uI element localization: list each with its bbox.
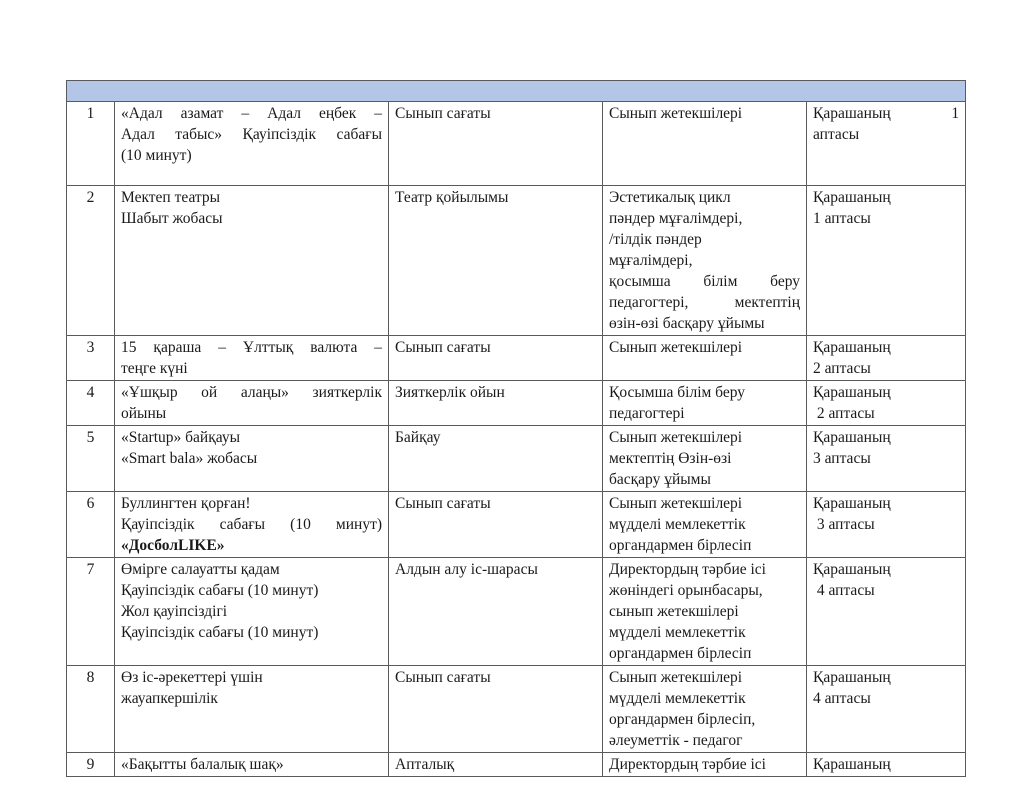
date-cell — [807, 753, 966, 777]
date-word: Қарашаның — [813, 105, 891, 122]
date-line: Қарашаның — [813, 561, 891, 578]
form-line: Алдын алу іс-шарасы — [395, 561, 538, 578]
responsible-cell — [603, 753, 807, 777]
date-cell — [807, 666, 966, 753]
event-line: жауапкершілік — [121, 690, 218, 707]
form-line: Байқау — [395, 429, 441, 446]
responsible-line: органдармен бірлесіп, — [609, 711, 756, 728]
row-number: 8 — [67, 666, 115, 753]
event-line: Буллингтен қорған! — [121, 495, 251, 512]
form-line: Сынып сағаты — [395, 105, 491, 122]
event-line: Адал табыс» Қауіпсіздік сабағы — [121, 126, 382, 143]
date-cell — [807, 492, 966, 558]
responsible-line: өзін-өзі басқару ұйымы — [609, 315, 765, 332]
responsible-line: қосымша білім беру — [609, 273, 800, 290]
event-line: «Smart bala» жобасы — [121, 450, 258, 467]
responsible-line: әлеуметтік - педагог — [609, 732, 743, 749]
form-cell — [389, 381, 603, 426]
table-row — [67, 426, 966, 492]
event-line: Қауіпсіздік сабағы (10 минут) — [121, 582, 319, 599]
date-cell — [807, 186, 966, 336]
table-row — [67, 558, 966, 666]
responsible-cell — [603, 426, 807, 492]
responsible-line: Сынып жетекшілері — [609, 429, 743, 446]
event-line: «Бақытты балалық шақ» — [121, 756, 284, 773]
event-line: ойыны — [121, 405, 167, 422]
responsible-line: органдармен бірлесіп — [609, 537, 752, 554]
date-line: 2 аптасы — [813, 360, 871, 377]
event-cell — [115, 186, 389, 336]
row-number: 5 — [67, 426, 115, 492]
row-number: 2 — [67, 186, 115, 336]
form-line: Сынып сағаты — [395, 669, 491, 686]
responsible-line: Сынып жетекшілері — [609, 105, 743, 122]
responsible-line: Сынып жетекшілері — [609, 339, 743, 356]
responsible-line: пәндер мұғалімдері, — [609, 210, 743, 227]
event-line: «Адал азамат – Адал еңбек – — [121, 105, 382, 122]
row-number: 4 — [67, 381, 115, 426]
event-cell — [115, 426, 389, 492]
date-line: 4 аптасы — [813, 582, 875, 599]
event-line: Жол қауіпсіздігі — [121, 603, 228, 620]
responsible-cell — [603, 381, 807, 426]
responsible-line: мүдделі мемлекеттік — [609, 516, 746, 533]
date-cell — [807, 426, 966, 492]
responsible-line: органдармен бірлесіп — [609, 645, 752, 662]
responsible-line: Сынып жетекшілері — [609, 495, 743, 512]
form-cell — [389, 492, 603, 558]
form-cell — [389, 102, 603, 186]
table-row — [67, 336, 966, 381]
form-line: Сынып сағаты — [395, 339, 491, 356]
responsible-line: мұғалімдері, — [609, 252, 693, 269]
event-cell — [115, 381, 389, 426]
event-cell — [115, 753, 389, 777]
event-line: «Startup» байқауы — [121, 429, 240, 446]
date-line: Қарашаның — [813, 384, 891, 401]
responsible-line: мектептің Өзін-өзі — [609, 450, 732, 467]
responsible-line: жөніндегі орынбасары, — [609, 582, 763, 599]
responsible-cell — [603, 558, 807, 666]
table-row — [67, 666, 966, 753]
responsible-line: педагогтері — [609, 405, 685, 422]
event-line: теңге күні — [121, 360, 188, 377]
event-line: Өз іс-әрекеттері үшін — [121, 669, 263, 686]
table-header-band — [67, 81, 966, 102]
date-line: Қарашаның — [813, 339, 891, 356]
event-line: (10 минут) — [121, 147, 192, 164]
event-line: Қауіпсіздік сабағы (10 минут) — [121, 516, 382, 533]
responsible-line: мүдделі мемлекеттік — [609, 624, 746, 641]
row-number: 9 — [67, 753, 115, 777]
date-cell — [807, 381, 966, 426]
date-line: 2 аптасы — [813, 405, 875, 422]
responsible-line: мүдделі мемлекеттік — [609, 690, 746, 707]
responsible-cell — [603, 492, 807, 558]
table-row — [67, 492, 966, 558]
date-line: Қарашаның — [813, 756, 891, 773]
row-number: 1 — [67, 102, 115, 186]
event-line: «Ұшқыр ой алаңы» зияткерлік — [121, 384, 382, 401]
date-number: 1 — [951, 105, 960, 122]
date-cell — [807, 102, 966, 186]
responsible-line: Эстетикалық цикл — [609, 189, 731, 206]
form-cell — [389, 426, 603, 492]
responsible-line: /тілдік пәндер — [609, 231, 702, 248]
responsible-cell — [603, 666, 807, 753]
responsible-line: Директордың тәрбие ісі — [609, 756, 766, 773]
event-cell — [115, 558, 389, 666]
responsible-cell — [603, 186, 807, 336]
responsible-line: Сынып жетекшілері — [609, 669, 743, 686]
date-cell — [807, 336, 966, 381]
date-line: 4 аптасы — [813, 690, 871, 707]
responsible-line: Қосымша білім беру — [609, 384, 746, 401]
form-cell — [389, 186, 603, 336]
date-line: Қарашаның — [813, 669, 891, 686]
event-bold-title: «ДосболLIKE» — [121, 537, 225, 554]
event-line: Қауіпсіздік сабағы (10 минут) — [121, 624, 319, 641]
form-line: Апталық — [395, 756, 455, 773]
date-line: аптасы — [813, 126, 860, 143]
form-cell — [389, 666, 603, 753]
event-cell — [115, 102, 389, 186]
row-number: 3 — [67, 336, 115, 381]
event-cell — [115, 336, 389, 381]
responsible-line: сынып жетекшілері — [609, 603, 739, 620]
row-number: 6 — [67, 492, 115, 558]
table-row — [67, 381, 966, 426]
event-line: Өмірге салауатты қадам — [121, 561, 280, 578]
date-line: 1 аптасы — [813, 210, 871, 227]
responsible-line: басқару ұйымы — [609, 471, 711, 488]
date-line: Қарашаның — [813, 429, 891, 446]
form-line: Зияткерлік ойын — [395, 384, 505, 401]
date-line — [813, 103, 959, 124]
date-line: 3 аптасы — [813, 450, 871, 467]
event-line: Шабыт жобасы — [121, 210, 223, 227]
event-line: 15 қараша – Ұлттық валюта – — [121, 339, 382, 356]
table-row — [67, 186, 966, 336]
form-cell — [389, 558, 603, 666]
date-line: Қарашаның — [813, 495, 891, 512]
event-line: Мектеп театры — [121, 189, 221, 206]
form-line: Сынып сағаты — [395, 495, 491, 512]
event-plan-table — [66, 80, 966, 777]
table-row — [67, 102, 966, 186]
responsible-cell — [603, 102, 807, 186]
row-number: 7 — [67, 558, 115, 666]
form-cell — [389, 336, 603, 381]
responsible-cell — [603, 336, 807, 381]
form-line: Театр қойылымы — [395, 189, 509, 206]
responsible-line: Директордың тәрбие ісі — [609, 561, 766, 578]
form-cell — [389, 753, 603, 777]
table-row — [67, 753, 966, 777]
event-cell — [115, 666, 389, 753]
header-band-cell — [67, 81, 966, 102]
date-line: Қарашаның — [813, 189, 891, 206]
date-cell — [807, 558, 966, 666]
date-line: 3 аптасы — [813, 516, 875, 533]
event-cell — [115, 492, 389, 558]
responsible-line: педагогтері, мектептің — [609, 294, 800, 311]
